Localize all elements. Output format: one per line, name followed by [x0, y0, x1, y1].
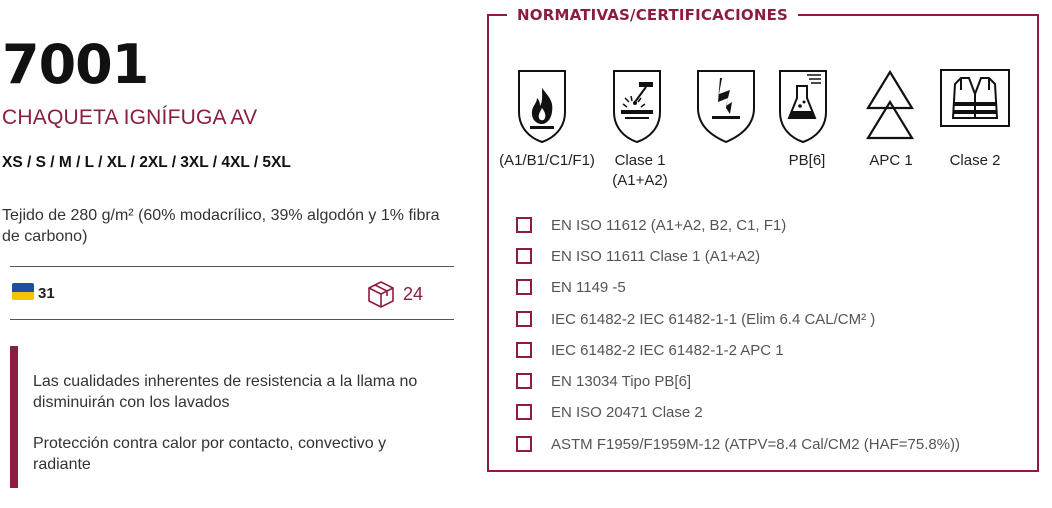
standard-item: [516, 309, 875, 329]
standard-text: IEC 61482-2 IEC 61482-1-1 (Elim 6.4 CAL/CM² ): [551, 310, 876, 328]
high-visibility-vest-icon: [939, 68, 1011, 128]
checkbox-icon: [516, 373, 532, 389]
size-list: XS / S / M / L / XL / 2XL / 3XL / 4XL / 5XL: [2, 154, 291, 171]
pictogram-label: Clase 1 (A1+A2): [612, 152, 668, 189]
checkbox-icon: [516, 342, 532, 358]
chemical-shield-icon: [777, 68, 829, 144]
standard-text: EN ISO 20471 Clase 2: [551, 403, 703, 421]
flame-shield-icon: [516, 68, 568, 144]
standard-item: [516, 215, 786, 235]
checkbox-icon: [516, 436, 532, 452]
ukraine-flag-icon: [12, 283, 34, 300]
product-code: 7001: [2, 33, 149, 96]
welding-shield-icon: [611, 68, 663, 144]
standard-text: EN 1149 -5: [551, 278, 626, 296]
standard-item: [516, 434, 960, 454]
standard-item: [516, 402, 703, 422]
standard-item: [516, 371, 691, 391]
standard-item: [516, 277, 626, 297]
standard-text: EN ISO 11611 Clase 1 (A1+A2): [551, 247, 761, 265]
fabric-description: Tejido de 280 g/m² (60% modacrílico, 39% algodón y 1% fibra de carbono): [2, 207, 440, 245]
feature-accent-bar: [10, 346, 18, 488]
divider-bottom: [10, 319, 454, 320]
checkbox-icon: [516, 248, 532, 264]
checkbox-icon: [516, 404, 532, 420]
origin-quantity: 31: [38, 285, 55, 302]
standard-text: ASTM F1959/F1959M-12 (ATPV=8.4 Cal/CM2 (HAF=75.8%)): [551, 435, 961, 453]
electric-arc-shield-icon: [696, 68, 756, 144]
pictogram-label: PB[6]: [788, 152, 826, 169]
checkbox-icon: [516, 311, 532, 327]
product-name: CHAQUETA IGNÍFUGA AV: [2, 106, 258, 129]
standard-text: IEC 61482-2 IEC 61482-1-2 APC 1: [551, 341, 784, 359]
standard-text: EN 13034 Tipo PB[6]: [551, 372, 692, 390]
divider-top: [10, 266, 454, 267]
checkbox-icon: [516, 279, 532, 295]
feature-text: Protección contra calor por contacto, convectivo y radiante: [33, 435, 387, 473]
standard-item: [516, 246, 760, 266]
standard-item: [516, 340, 784, 360]
pictogram-label: (A1/B1/C1/F1): [499, 152, 595, 169]
package-box-icon: [366, 279, 396, 309]
certifications-title: NORMATIVAS/CERTIFICACIONES: [507, 6, 798, 24]
feature-text: Las cualidades inherentes de resistencia a la llama no disminuirán con los lavados: [33, 373, 418, 411]
checkbox-icon: [516, 217, 532, 233]
box-quantity: 24: [403, 284, 424, 304]
antistatic-triangles-icon: [864, 68, 916, 144]
pictogram-label: Clase 2: [949, 152, 1001, 169]
standard-text: EN ISO 11612 (A1+A2, B2, C1, F1): [551, 216, 787, 234]
pictogram-label: APC 1: [869, 152, 913, 169]
